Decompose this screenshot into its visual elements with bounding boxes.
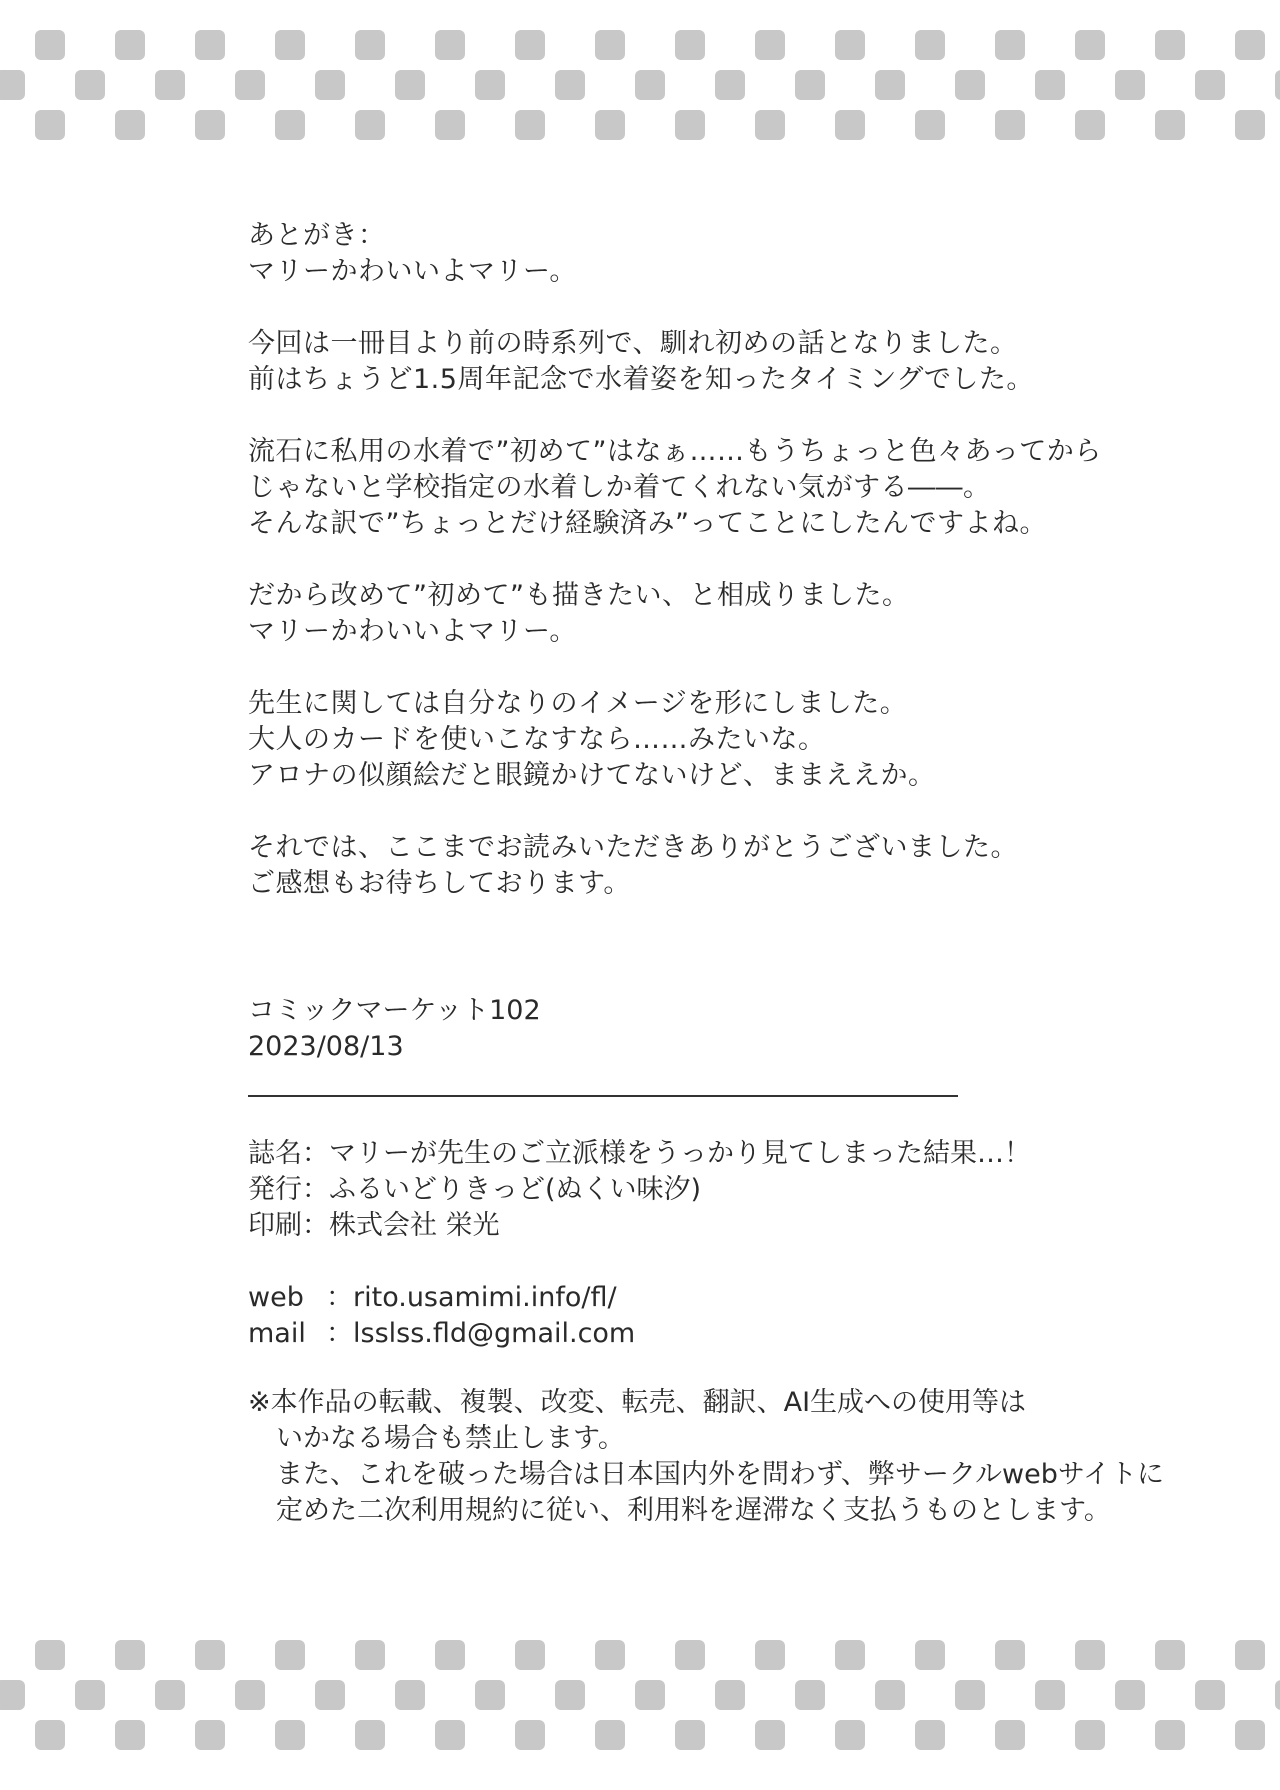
web-row bbox=[248, 1280, 1148, 1316]
checker-square bbox=[275, 1720, 305, 1750]
afterword-line: 前はちょうど1.5周年記念で水着姿を知ったタイミングでした。 bbox=[248, 364, 1034, 395]
checker-square bbox=[1075, 30, 1105, 60]
checker-square bbox=[955, 70, 985, 100]
checker-square bbox=[275, 1640, 305, 1670]
afterword-paragraph-3 bbox=[248, 434, 1148, 542]
checker-square bbox=[875, 1680, 905, 1710]
checker-square bbox=[435, 110, 465, 140]
checker-square bbox=[1035, 70, 1065, 100]
checker-square bbox=[955, 1680, 985, 1710]
checker-square bbox=[1235, 1720, 1265, 1750]
contact-info bbox=[248, 1280, 1148, 1352]
checker-square bbox=[115, 110, 145, 140]
checker-square bbox=[555, 1680, 585, 1710]
checker-square bbox=[675, 30, 705, 60]
checker-square bbox=[315, 1680, 345, 1710]
checker-square bbox=[1275, 70, 1280, 100]
checker-square bbox=[1195, 1680, 1225, 1710]
checker-square bbox=[1115, 1680, 1145, 1710]
web-url[interactable]: ：rito.usamimi.info/fl/ bbox=[326, 1282, 617, 1313]
checker-square bbox=[515, 1640, 545, 1670]
checker-square bbox=[515, 30, 545, 60]
afterword-line: 先生に関しては自分なりのイメージを形にしました。 bbox=[248, 688, 908, 719]
checker-square bbox=[675, 110, 705, 140]
checker-square bbox=[555, 70, 585, 100]
mail-label: mail bbox=[248, 1318, 306, 1349]
checker-square bbox=[715, 1680, 745, 1710]
checker-square bbox=[475, 70, 505, 100]
afterword-paragraph-6 bbox=[248, 830, 1148, 902]
checker-square bbox=[1075, 1720, 1105, 1750]
checker-square bbox=[315, 70, 345, 100]
checker-square bbox=[1155, 110, 1185, 140]
checker-square bbox=[195, 110, 225, 140]
divider-line bbox=[248, 1095, 958, 1097]
afterword-line: マリーかわいいよマリー。 bbox=[248, 256, 577, 287]
afterword-paragraph-5 bbox=[248, 686, 1148, 794]
checker-square bbox=[915, 1640, 945, 1670]
checker-square bbox=[1275, 1680, 1280, 1710]
checker-square bbox=[355, 30, 385, 60]
checker-square bbox=[1035, 1680, 1065, 1710]
checker-square bbox=[595, 110, 625, 140]
checker-square bbox=[1075, 1640, 1105, 1670]
checker-square bbox=[675, 1640, 705, 1670]
checker-square bbox=[115, 1720, 145, 1750]
afterword-line: 大人のカードを使いこなすなら……みたいな。 bbox=[248, 724, 826, 755]
mail-row bbox=[248, 1316, 1148, 1352]
afterword-line: マリーかわいいよマリー。 bbox=[248, 616, 577, 647]
checker-square bbox=[35, 110, 65, 140]
checker-square bbox=[995, 1720, 1025, 1750]
checker-square bbox=[1195, 70, 1225, 100]
checker-square bbox=[355, 1720, 385, 1750]
checker-square bbox=[1075, 110, 1105, 140]
checker-square bbox=[715, 70, 745, 100]
afterword-line: そんな訳で”ちょっとだけ経験済み”ってことにしたんですよね。 bbox=[248, 508, 1047, 539]
checker-square bbox=[435, 30, 465, 60]
checker-square bbox=[35, 1640, 65, 1670]
notice-line: ※本作品の転載、複製、改変、転売、翻訳、AI生成への使用等は bbox=[248, 1387, 1027, 1418]
checker-square bbox=[1235, 30, 1265, 60]
bottom-checker-border bbox=[0, 1640, 1280, 1760]
top-checker-border bbox=[0, 30, 1280, 150]
checker-square bbox=[915, 1720, 945, 1750]
checker-square bbox=[155, 1680, 185, 1710]
afterword-line: あとがき： bbox=[248, 220, 386, 251]
checker-square bbox=[835, 110, 865, 140]
checker-square bbox=[35, 1720, 65, 1750]
checker-square bbox=[595, 1720, 625, 1750]
event-info bbox=[248, 993, 1148, 1065]
checker-square bbox=[35, 30, 65, 60]
checker-square bbox=[275, 110, 305, 140]
checker-square bbox=[1155, 1720, 1185, 1750]
afterword-paragraph-1 bbox=[248, 218, 1148, 290]
afterword-line: 流石に私用の水着で”初めて”はなぁ……もうちょっと色々あってから bbox=[248, 436, 1102, 467]
checker-square bbox=[915, 30, 945, 60]
colophon-title: 誌名：マリーが先生のご立派様をうっかり見てしまった結果…！ bbox=[248, 1138, 1031, 1169]
afterword bbox=[248, 218, 1148, 938]
checker-square bbox=[755, 1640, 785, 1670]
checker-square bbox=[995, 110, 1025, 140]
checker-square bbox=[795, 1680, 825, 1710]
checker-square bbox=[635, 70, 665, 100]
checker-square bbox=[595, 30, 625, 60]
notice-line: 定めた二次利用規約に従い、利用料を遅滞なく支払うものとします。 bbox=[276, 1495, 1111, 1526]
checker-square bbox=[0, 1680, 25, 1710]
checker-square bbox=[1115, 70, 1145, 100]
checker-square bbox=[1155, 30, 1185, 60]
checker-square bbox=[395, 1680, 425, 1710]
checker-square bbox=[995, 1640, 1025, 1670]
colophon-printer: 印刷：株式会社 栄光 bbox=[248, 1210, 500, 1241]
colophon bbox=[248, 1136, 1148, 1244]
checker-square bbox=[755, 1720, 785, 1750]
checker-square bbox=[595, 1640, 625, 1670]
afterword-line: ご感想もお待ちしております。 bbox=[248, 868, 631, 899]
colophon-publisher: 発行：ふるいどりきっど(ぬくい味汐) bbox=[248, 1174, 702, 1205]
checker-square bbox=[395, 70, 425, 100]
checker-square bbox=[195, 1720, 225, 1750]
afterword-line: それでは、ここまでお読みいただきありがとうございました。 bbox=[248, 832, 1018, 863]
event-name: コミックマーケット102 bbox=[248, 995, 541, 1026]
checker-square bbox=[515, 110, 545, 140]
checker-square bbox=[115, 1640, 145, 1670]
checker-square bbox=[875, 70, 905, 100]
checker-square bbox=[275, 30, 305, 60]
afterword-paragraph-2 bbox=[248, 326, 1148, 398]
checker-square bbox=[755, 30, 785, 60]
checker-square bbox=[235, 1680, 265, 1710]
afterword-paragraph-4 bbox=[248, 578, 1148, 650]
checker-square bbox=[1235, 110, 1265, 140]
checker-square bbox=[195, 30, 225, 60]
checker-square bbox=[235, 70, 265, 100]
afterword-line: じゃないと学校指定の水着しか着てくれない気がする――。 bbox=[248, 472, 991, 503]
checker-square bbox=[1155, 1640, 1185, 1670]
afterword-line: 今回は一冊目より前の時系列で、馴れ初めの話となりました。 bbox=[248, 328, 1018, 359]
event-date: 2023/08/13 bbox=[248, 1031, 404, 1062]
checker-square bbox=[195, 1640, 225, 1670]
checker-square bbox=[1235, 1640, 1265, 1670]
checker-square bbox=[115, 30, 145, 60]
checker-square bbox=[75, 70, 105, 100]
checker-square bbox=[995, 30, 1025, 60]
notice-line: いかなる場合も禁止します。 bbox=[276, 1423, 625, 1454]
checker-square bbox=[515, 1720, 545, 1750]
web-label: web bbox=[248, 1282, 304, 1313]
notice-line: また、これを破った場合は日本国内外を問わず、弊サークルwebサイトに bbox=[276, 1459, 1164, 1490]
checker-square bbox=[475, 1680, 505, 1710]
mail-address[interactable]: ：lsslss.fld@gmail.com bbox=[326, 1318, 636, 1349]
checker-square bbox=[915, 110, 945, 140]
checker-square bbox=[0, 70, 25, 100]
checker-square bbox=[835, 1720, 865, 1750]
checker-square bbox=[795, 70, 825, 100]
checker-square bbox=[835, 30, 865, 60]
checker-square bbox=[835, 1640, 865, 1670]
copyright-notice bbox=[248, 1385, 1164, 1529]
checker-square bbox=[155, 70, 185, 100]
afterword-line: アロナの似顔絵だと眼鏡かけてないけど、ままええか。 bbox=[248, 760, 936, 791]
checker-square bbox=[435, 1640, 465, 1670]
checker-square bbox=[435, 1720, 465, 1750]
checker-square bbox=[675, 1720, 705, 1750]
checker-square bbox=[75, 1680, 105, 1710]
checker-square bbox=[355, 1640, 385, 1670]
checker-square bbox=[755, 110, 785, 140]
checker-square bbox=[635, 1680, 665, 1710]
checker-square bbox=[355, 110, 385, 140]
afterword-line: だから改めて”初めて”も描きたい、と相成りました。 bbox=[248, 580, 910, 611]
